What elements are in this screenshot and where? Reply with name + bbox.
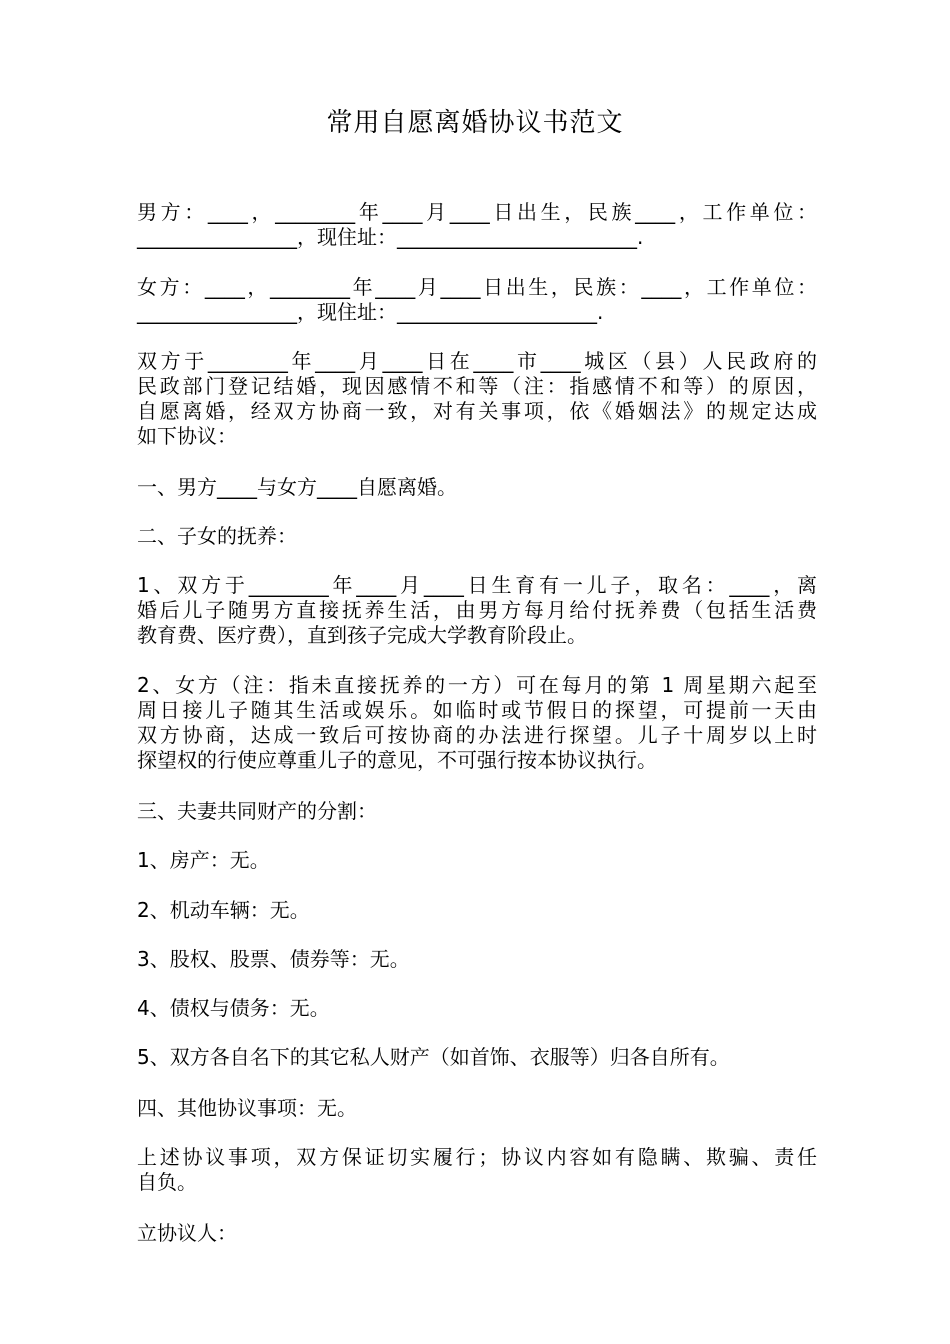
text-line: 二、子女的抚养： <box>137 524 297 548</box>
text-line: 如下协议： <box>137 424 237 448</box>
section-3-item-1 <box>137 848 817 873</box>
section-3-item-4 <box>137 996 817 1021</box>
section-2-item-2 <box>137 673 817 773</box>
text-line: 1、房产：无。 <box>137 848 270 872</box>
text-line: 自负。 <box>137 1170 197 1194</box>
text-line: 周日接儿子随其生活或娱乐。如临时或节假日的探望，可提前一天由 <box>137 698 817 722</box>
text-line: 探望权的行使应尊重儿子的意见，不可强行按本协议执行。 <box>137 748 657 772</box>
section-3-heading <box>137 799 817 824</box>
text-line: 立协议人： <box>137 1221 237 1245</box>
text-line: ________________，现住址：________________________. <box>137 225 644 249</box>
text-line: 教育费、医疗费），直到孩子完成大学教育阶段止。 <box>137 623 587 647</box>
section-3-item-5 <box>137 1045 817 1070</box>
text-line: 女方：____，________年____月____日出生，民族：____，工作单位： <box>137 275 817 299</box>
text-line: 三、夫妻共同财产的分割： <box>137 799 377 823</box>
section-2-heading <box>137 524 817 549</box>
section-1-divorce <box>137 475 817 500</box>
text-line: 5、双方各自名下的其它私人财产（如首饰、衣服等）归各自所有。 <box>137 1045 730 1069</box>
male-party-info <box>137 200 817 250</box>
intro-paragraph <box>137 349 817 449</box>
text-line: 1、双方于________年____月____日生育有一儿子，取名：____，离 <box>137 573 817 597</box>
text-line: 男方：____，________年____月____日出生，民族____，工作单位： <box>137 200 817 224</box>
female-party-info <box>137 275 817 325</box>
text-line: 4、债权与债务：无。 <box>137 996 330 1020</box>
text-line: 一、男方____与女方____自愿离婚。 <box>137 475 457 499</box>
section-4-other <box>137 1096 817 1121</box>
text-line: 3、股权、股票、债券等：无。 <box>137 947 410 971</box>
document-title: 常用自愿离婚协议书范文 <box>326 108 624 138</box>
section-3-item-2 <box>137 898 817 923</box>
section-3-item-3 <box>137 947 817 972</box>
section-2-item-1 <box>137 573 817 648</box>
text-line: 2、机动车辆：无。 <box>137 898 310 922</box>
text-line: 双方于________年____月____日在____市____城区（县）人民政府的 <box>137 349 817 373</box>
signers-label <box>137 1221 817 1246</box>
text-line: 上述协议事项，双方保证切实履行；协议内容如有隐瞒、欺骗、责任 <box>137 1145 817 1169</box>
text-line: 民政部门登记结婚，现因感情不和等（注：指感情不和等）的原因， <box>137 374 817 398</box>
text-line: 2、女方（注：指未直接抚养的一方）可在每月的第 1 周星期六起至 <box>137 673 817 697</box>
text-line: 四、其他协议事项：无。 <box>137 1096 357 1120</box>
text-line: 双方协商，达成一致后可按协商的办法进行探望。儿子十周岁以上时 <box>137 723 817 747</box>
text-line: 自愿离婚，经双方协商一致，对有关事项，依《婚姻法》的规定达成 <box>137 399 817 423</box>
text-line: 婚后儿子随男方直接抚养生活，由男方每月给付抚养费（包括生活费 <box>137 598 817 622</box>
guarantee-paragraph <box>137 1145 817 1195</box>
text-line: ________________，现住址：____________________. <box>137 300 604 324</box>
